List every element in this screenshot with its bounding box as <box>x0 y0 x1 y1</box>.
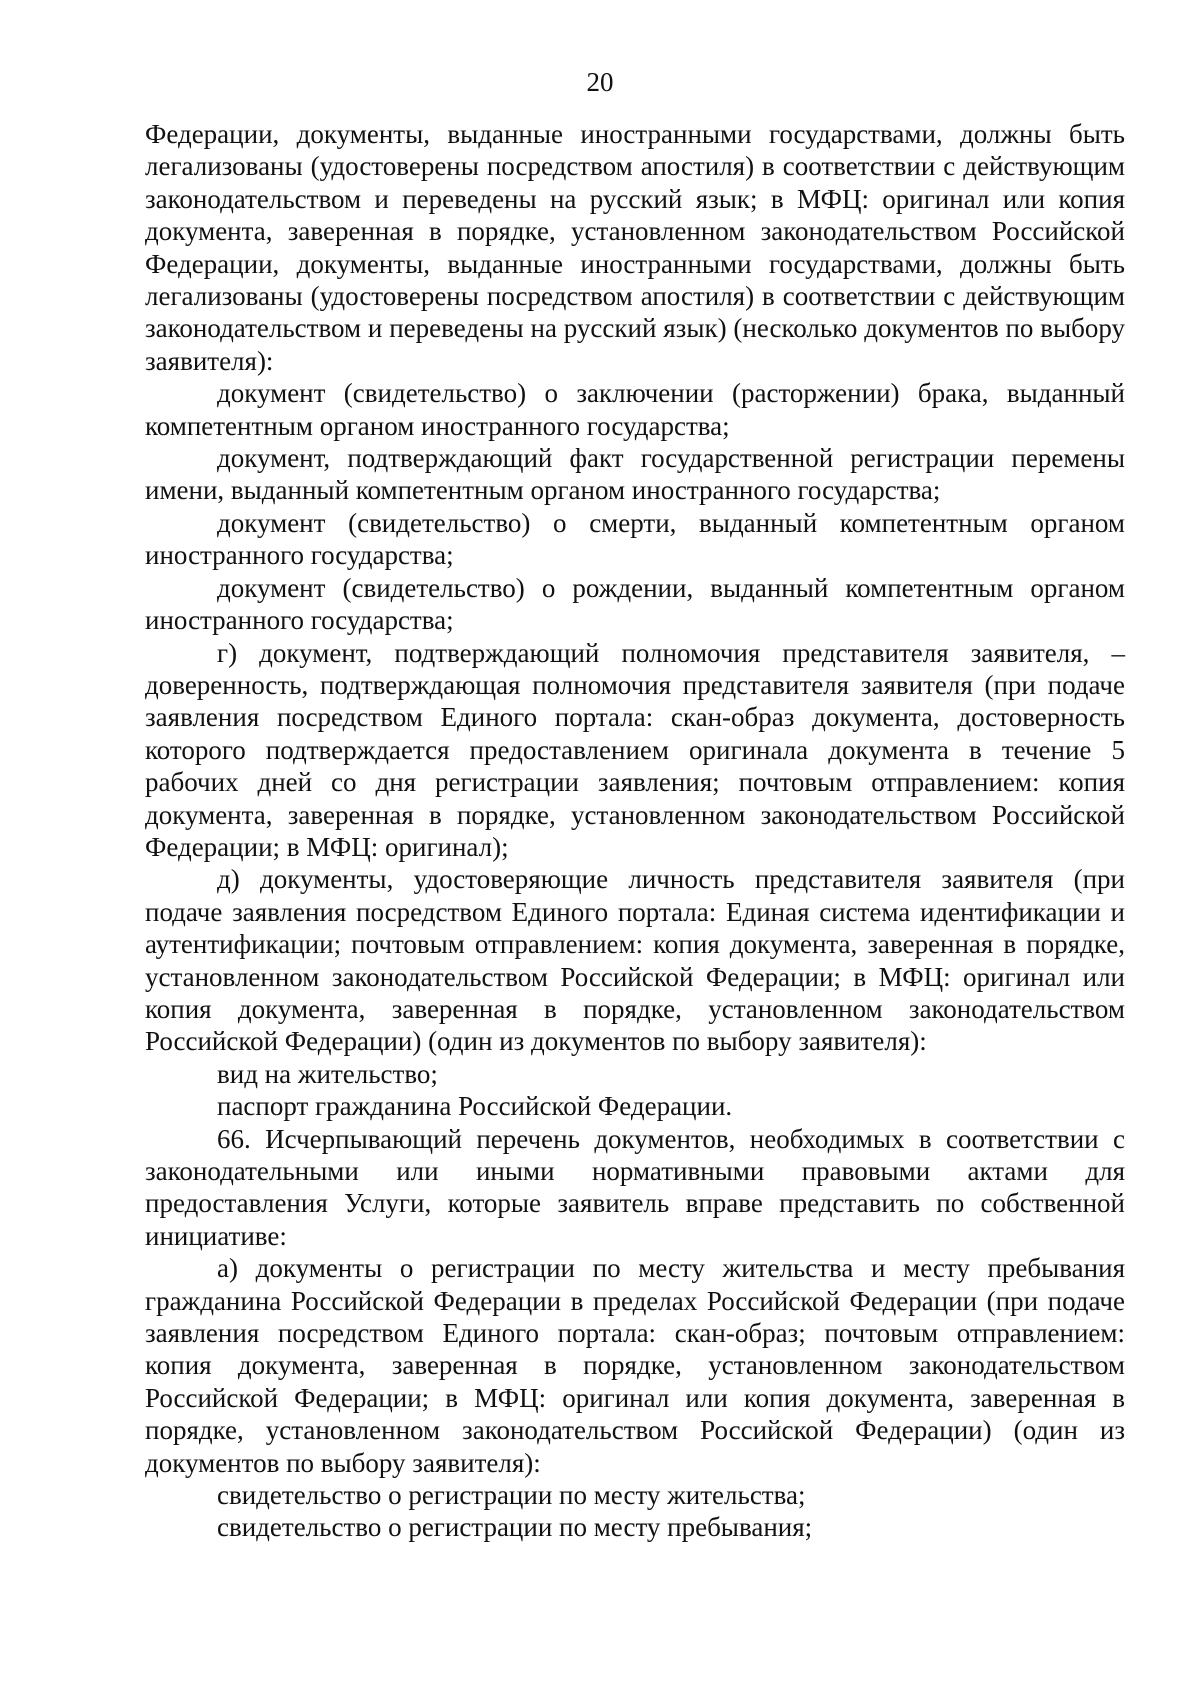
paragraph: Федерации, документы, выданные иностранными государствами, должны быть легализованы (удостоверены посредством апостиля) в соответствии с действующим законодательством и переведены на русский язык; в МФЦ: оригинал или копия документа, заверенная в порядке, установленном законодательством Российской Федерации, документы, выданные иностранными государствами, должны быть легализованы (удостоверены посредством апостиля) в соответствии с действующим законодательством и переведены на русский язык) (несколько документов по выбору заявителя): <box>145 119 1125 376</box>
paragraph: паспорт гражданина Российской Федерации. <box>217 1091 733 1122</box>
paragraph: а) документы о регистрации по месту жительства и месту пребывания гражданина Российской Федерации в пределах Российской Федерации (при подаче заявления посредством Единого портала: скан-образ; почтовым отправлением: копия документа, заверенная в порядке, установленном законодательством Российской Федерации; в МФЦ: оригинал или копия документа, заверенная в порядке, установленном законодательством Российской Федерации) (один из документов по выбору заявителя): <box>145 1253 1125 1478</box>
paragraph: г) документ, подтверждающий полномочия представителя заявителя, – доверенность, подтверждающая полномочия представителя заявителя (при подаче заявления посредством Единого портала: скан-образ документа, достоверность которого подтверждается предоставлением оригинала документа в течение 5 рабочих дней со дня регистрации заявления; почтовым отправлением: копия документа, заверенная в порядке, установленном законодательством Российской Федерации; в МФЦ: оригинал); <box>145 637 1125 862</box>
paragraph: документ (свидетельство) о заключении (расторжении) брака, выданный компетентным органом иностранного государства; <box>145 378 1125 441</box>
paragraph: свидетельство о регистрации по месту жительства; <box>217 1480 806 1511</box>
paragraph: документ, подтверждающий факт государственной регистрации перемены имени, выданный компетентным органом иностранного государства; <box>145 443 1125 506</box>
paragraph: документ (свидетельство) о рождении, выданный компетентным органом иностранного государства; <box>145 572 1125 636</box>
page-number: 20 <box>586 67 614 97</box>
document-body <box>145 118 1125 1544</box>
paragraph: вид на жительство; <box>217 1058 438 1089</box>
paragraph: 66. Исчерпывающий перечень документов, необходимых в соответствии с законодательными или иными нормативными правовыми актами для предоставления Услуги, которые заявитель вправе представить по собственной инициативе: <box>145 1123 1125 1251</box>
paragraph: документ (свидетельство) о смерти, выданный компетентным органом иностранного государства; <box>145 507 1125 571</box>
paragraph: свидетельство о регистрации по месту пребывания; <box>217 1512 813 1543</box>
paragraph: д) документы, удостоверяющие личность представителя заявителя (при подаче заявления посредством Единого портала: Единая система идентификации и аутентификации; почтовым отправлением: копия документа, заверенная в порядке, установленном законодательством Российской Федерации; в МФЦ: оригинал или копия документа, заверенная в порядке, установленном законодательством Российской Федерации) (один из документов по выбору заявителя): <box>145 864 1125 1057</box>
